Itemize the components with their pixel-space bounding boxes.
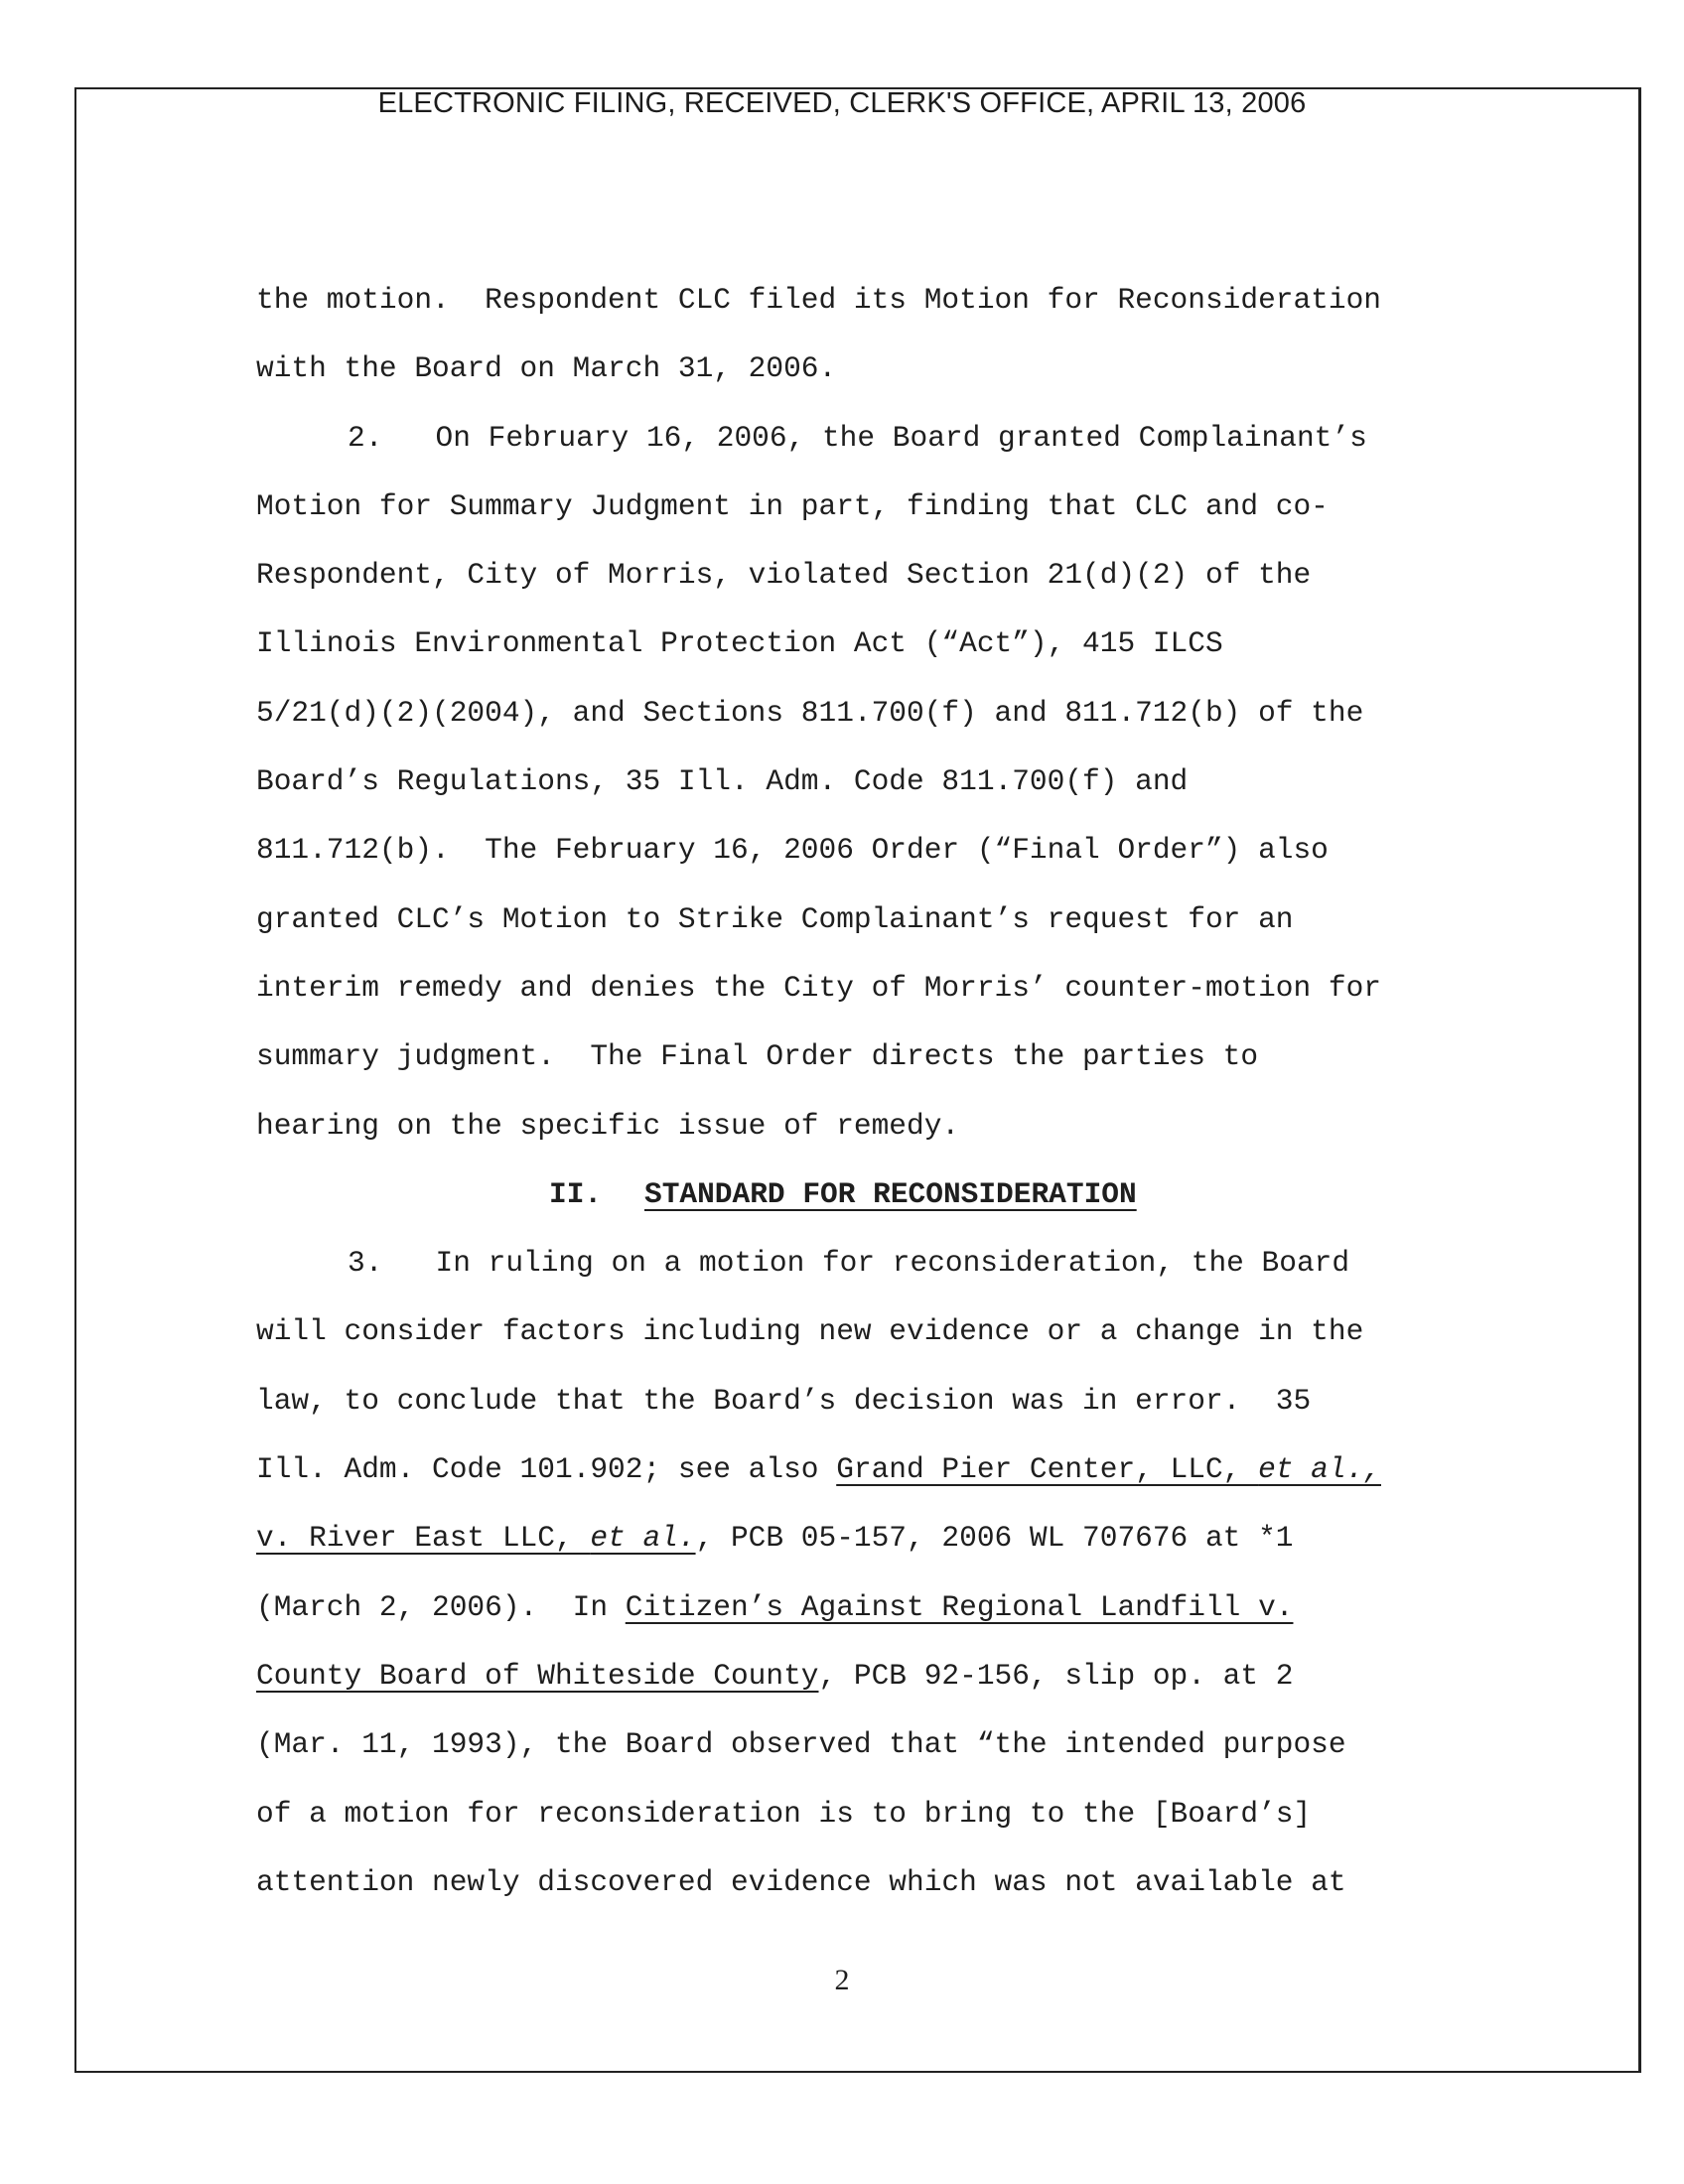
body-line: 5/21(d)(2)(2004), and Sections 811.700(f) and 811.712(b) of the (256, 695, 1364, 730)
body-line (256, 1435, 1497, 1504)
text-run: et al. (590, 1521, 696, 1556)
body-line: hearing on the specific issue of remedy. (256, 1108, 960, 1143)
section-number: II. (549, 1176, 603, 1211)
case-citation-whiteside: County Board of Whiteside County (256, 1658, 819, 1693)
body-line (256, 1642, 1497, 1710)
body-line: of a motion for reconsideration is to bring to the [Board’s] (256, 1796, 1312, 1831)
body-line (256, 1504, 1497, 1572)
body-line: 811.712(b). The February 16, 2006 Order (“Final Order”) also (256, 833, 1329, 868)
text-run: v. River East LLC, (256, 1521, 591, 1556)
body-line: interim remedy and denies the City of Morris’ counter-motion for (256, 970, 1381, 1005)
body-line: will consider factors including new evidence or a change in the (256, 1314, 1364, 1349)
body-line: granted CLC’s Motion to Strike Complainant’s request for an (256, 901, 1294, 936)
body-line: Illinois Environmental Protection Act (“Act”), 415 ILCS (256, 626, 1223, 661)
body-line: Board’s Regulations, 35 Ill. Adm. Code 811.700(f) and (256, 764, 1189, 799)
body-line: (Mar. 11, 1993), the Board observed that “the intended purpose (256, 1727, 1346, 1762)
paragraph-3-start: 3. In ruling on a motion for reconsideration, the Board (348, 1246, 1350, 1281)
case-citation-citizens: Citizen’s Against Regional Landfill v. (625, 1589, 1294, 1624)
filing-stamp: ELECTRONIC FILING, RECEIVED, CLERK'S OFFICE, APRIL 13, 2006 (377, 87, 1307, 119)
text-run: Ill. Adm. Code 101.902; see also (256, 1452, 837, 1487)
body-line: the motion. Respondent CLC filed its Motion for Reconsideration (256, 283, 1381, 317)
page-number: 2 (834, 1964, 850, 1996)
text-run: et al., (1258, 1452, 1381, 1487)
case-citation-grand-pier (836, 1452, 1381, 1486)
paragraph-2-start: 2. On February 16, 2006, the Board granted Complainant’s (348, 420, 1367, 455)
text-run: , PCB 92-156, slip op. at 2 (818, 1658, 1294, 1693)
body-line: with the Board on March 31, 2006. (256, 351, 837, 386)
document-body (256, 266, 1497, 1917)
body-line: law, to conclude that the Board’s decision was in error. 35 (256, 1383, 1312, 1418)
section-title: STANDARD FOR RECONSIDERATION (644, 1176, 1137, 1211)
body-line (256, 1573, 1497, 1642)
text-run: , PCB 05-157, 2006 WL 707676 at *1 (695, 1521, 1294, 1556)
body-line: Respondent, City of Morris, violated Section 21(d)(2) of the (256, 558, 1312, 593)
case-citation-river-east (256, 1521, 696, 1555)
body-line: Motion for Summary Judgment in part, finding that CLC and co- (256, 488, 1329, 523)
body-line: attention newly discovered evidence which was not available at (256, 1864, 1346, 1899)
section-heading (256, 1160, 1497, 1229)
body-line: summary judgment. The Final Order directs the parties to (256, 1039, 1259, 1074)
text-run: Grand Pier Center, LLC, (836, 1452, 1259, 1487)
text-run: (March 2, 2006). In (256, 1589, 626, 1624)
